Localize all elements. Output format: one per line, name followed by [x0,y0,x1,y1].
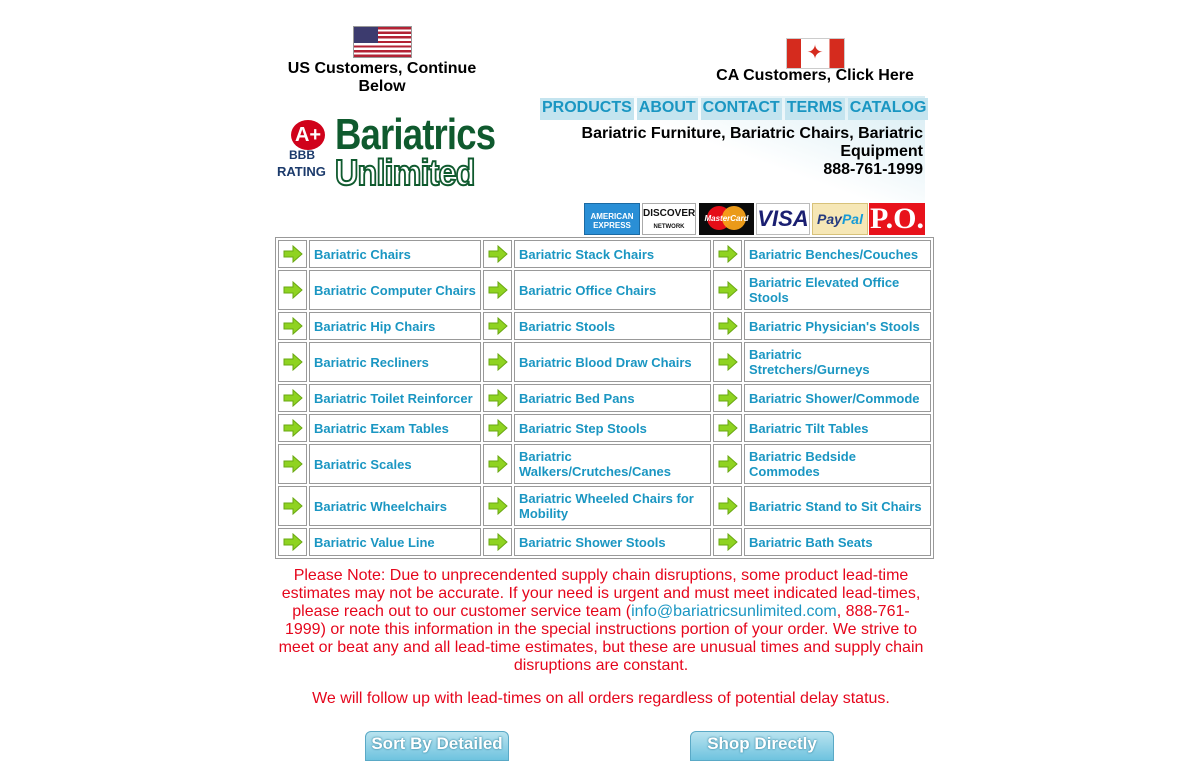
category-cell [309,414,481,442]
phone-number: 888-761-1999 [823,161,923,178]
site-logo[interactable] [277,100,532,200]
category-link[interactable]: Bariatric Shower Stools [519,534,666,550]
table-row [278,486,931,526]
category-cell [309,240,481,268]
arrow-right-icon[interactable] [278,240,307,268]
arrow-right-icon[interactable] [483,486,512,526]
amex-card-icon: AMERICAN EXPRESS [584,203,640,235]
category-link[interactable]: Bariatric Walkers/Crutches/Canes [519,449,671,479]
category-cell [744,270,931,310]
category-cell [744,444,931,484]
category-link[interactable]: Bariatric Exam Tables [314,420,449,436]
category-cell [309,486,481,526]
brand-name-line2: Unlimited [335,152,475,193]
arrow-right-icon[interactable] [713,528,742,556]
ca-customers-link[interactable]: CA Customers, Click Here [716,67,914,84]
category-link[interactable]: Bariatric Stretchers/Gurneys [749,347,870,377]
table-row [278,528,931,556]
bbb-label: BBB [289,148,315,162]
site-tagline: Bariatric Furniture, Bariatric Chairs, Bariatric Equipment [581,125,923,160]
sort-by-detailed-button[interactable]: Sort By Detailed [365,731,509,761]
brand-name-line1: Bariatrics [335,110,496,159]
category-cell [514,240,711,268]
paypal-label-a: Pay [817,211,842,227]
arrow-right-icon[interactable] [278,312,307,340]
arrow-right-icon[interactable] [278,444,307,484]
support-email-link[interactable]: info@bariatricsunlimited.com [631,603,837,620]
paypal-icon [812,203,868,235]
table-row [278,414,931,442]
arrow-right-icon[interactable] [483,240,512,268]
category-cell [309,384,481,412]
category-cell [514,444,711,484]
arrow-right-icon[interactable] [713,444,742,484]
category-cell [309,342,481,382]
category-cell [309,444,481,484]
main-nav [540,98,928,120]
arrow-right-icon[interactable] [278,486,307,526]
category-cell [309,312,481,340]
category-link[interactable]: Bariatric Wheeled Chairs for Mobility [519,491,694,521]
discover-sub-label: NETWORK [653,224,685,230]
arrow-right-icon[interactable] [483,312,512,340]
category-link[interactable]: Bariatric Benches/Couches [749,246,919,262]
category-cell [309,528,481,556]
category-link[interactable]: Bariatric Shower/Commode [749,390,920,406]
category-cell [744,240,931,268]
notice-text-1: Please Note: Due to unprecendented supply chain disruptions, some product lead-time estimates may not be accurate. If your need is urgent and must meet indicated lead-times, please reach out to our customer service team ( [281,567,921,620]
discover-label: DISCOVER [643,208,696,219]
category-cell [514,384,711,412]
category-cell [744,486,931,526]
nav-about[interactable]: ABOUT [637,98,698,120]
category-cell [744,414,931,442]
arrow-right-icon[interactable] [278,270,307,310]
bbb-rating-badge [277,120,329,180]
mastercard-icon [699,203,754,235]
table-row [278,342,931,382]
arrow-right-icon[interactable] [278,528,307,556]
category-cell [514,528,711,556]
arrow-right-icon[interactable] [483,528,512,556]
category-cell [514,414,711,442]
category-link[interactable]: Bariatric Scales [314,456,412,472]
category-cell [514,486,711,526]
nav-terms[interactable]: TERMS [785,98,845,120]
arrow-right-icon[interactable] [483,414,512,442]
category-cell [514,342,711,382]
arrow-right-icon[interactable] [483,270,512,310]
us-flag-icon[interactable] [353,26,412,58]
arrow-right-icon[interactable] [483,384,512,412]
category-link[interactable]: Bariatric Stools [519,318,616,334]
arrow-right-icon[interactable] [713,312,742,340]
arrow-right-icon[interactable] [278,414,307,442]
category-link[interactable]: Bariatric Hip Chairs [314,318,436,334]
category-link[interactable]: Bariatric Physician's Stools [749,318,920,334]
table-row [278,384,931,412]
category-cell [309,270,481,310]
category-link[interactable]: Bariatric Bed Pans [519,390,635,406]
arrow-right-icon[interactable] [483,342,512,382]
category-link[interactable]: Bariatric Value Line [314,534,435,550]
mastercard-label: MasterCard [704,214,749,223]
category-link[interactable]: Bariatric Step Stools [519,420,647,436]
bbb-rating-label: RATING [277,164,326,179]
arrow-right-icon[interactable] [713,486,742,526]
nav-contact[interactable]: CONTACT [701,98,782,120]
category-link[interactable]: Bariatric Recliners [314,354,429,370]
nav-products[interactable]: PRODUCTS [540,98,634,120]
category-table [275,237,934,559]
category-link[interactable]: Bariatric Bedside Commodes [749,449,856,479]
arrow-right-icon[interactable] [483,444,512,484]
discover-card-icon [642,203,696,235]
shop-directly-button[interactable]: Shop Directly [690,731,834,761]
paypal-label-b: Pal [841,211,863,227]
arrow-right-icon[interactable] [713,414,742,442]
category-link[interactable]: Bariatric Toilet Reinforcer [314,390,473,406]
category-cell [744,384,931,412]
category-link[interactable]: Bariatric Stack Chairs [519,246,655,262]
category-link[interactable]: Bariatric Stand to Sit Chairs [749,498,922,514]
notice-text-2: , 888-761-1999) or note this information in the special instructions portion of your order. We strive to meet or beat any and all lead-time estimates, but these are unusual times and supply chain disruptions are constant. [278,603,924,674]
category-cell [514,270,711,310]
category-cell [514,312,711,340]
table-row [278,312,931,340]
category-link[interactable]: Bariatric Computer Chairs [314,282,476,298]
table-row [278,240,931,268]
table-row [278,444,931,484]
category-link[interactable]: Bariatric Bath Seats [749,534,873,550]
category-link[interactable]: Bariatric Tilt Tables [749,420,869,436]
arrow-right-icon[interactable] [713,342,742,382]
table-row [278,270,931,310]
bbb-grade: A+ [291,120,325,150]
supply-chain-notice [276,567,926,675]
category-cell [744,528,931,556]
arrow-right-icon[interactable] [278,342,307,382]
category-link[interactable]: Bariatric Wheelchairs [314,498,447,514]
nav-catalog[interactable]: CATALOG [848,98,929,120]
category-link[interactable]: Bariatric Office Chairs [519,282,657,298]
arrow-right-icon[interactable] [713,270,742,310]
category-link[interactable]: Bariatric Elevated Office Stools [749,275,900,305]
category-cell [744,312,931,340]
canada-flag-icon[interactable]: ✦ [786,38,845,69]
arrow-right-icon[interactable] [713,240,742,268]
followup-notice: We will follow up with lead-times on all orders regardless of potential delay status. [312,690,890,707]
visa-card-icon: VISA [756,203,810,235]
purchase-order-icon: P.O. [870,203,924,235]
us-customers-text: US Customers, Continue Below [287,60,477,95]
category-link[interactable]: Bariatric Blood Draw Chairs [519,354,692,370]
category-link[interactable]: Bariatric Chairs [314,246,411,262]
category-cell [744,342,931,382]
arrow-right-icon[interactable] [713,384,742,412]
arrow-right-icon[interactable] [278,384,307,412]
